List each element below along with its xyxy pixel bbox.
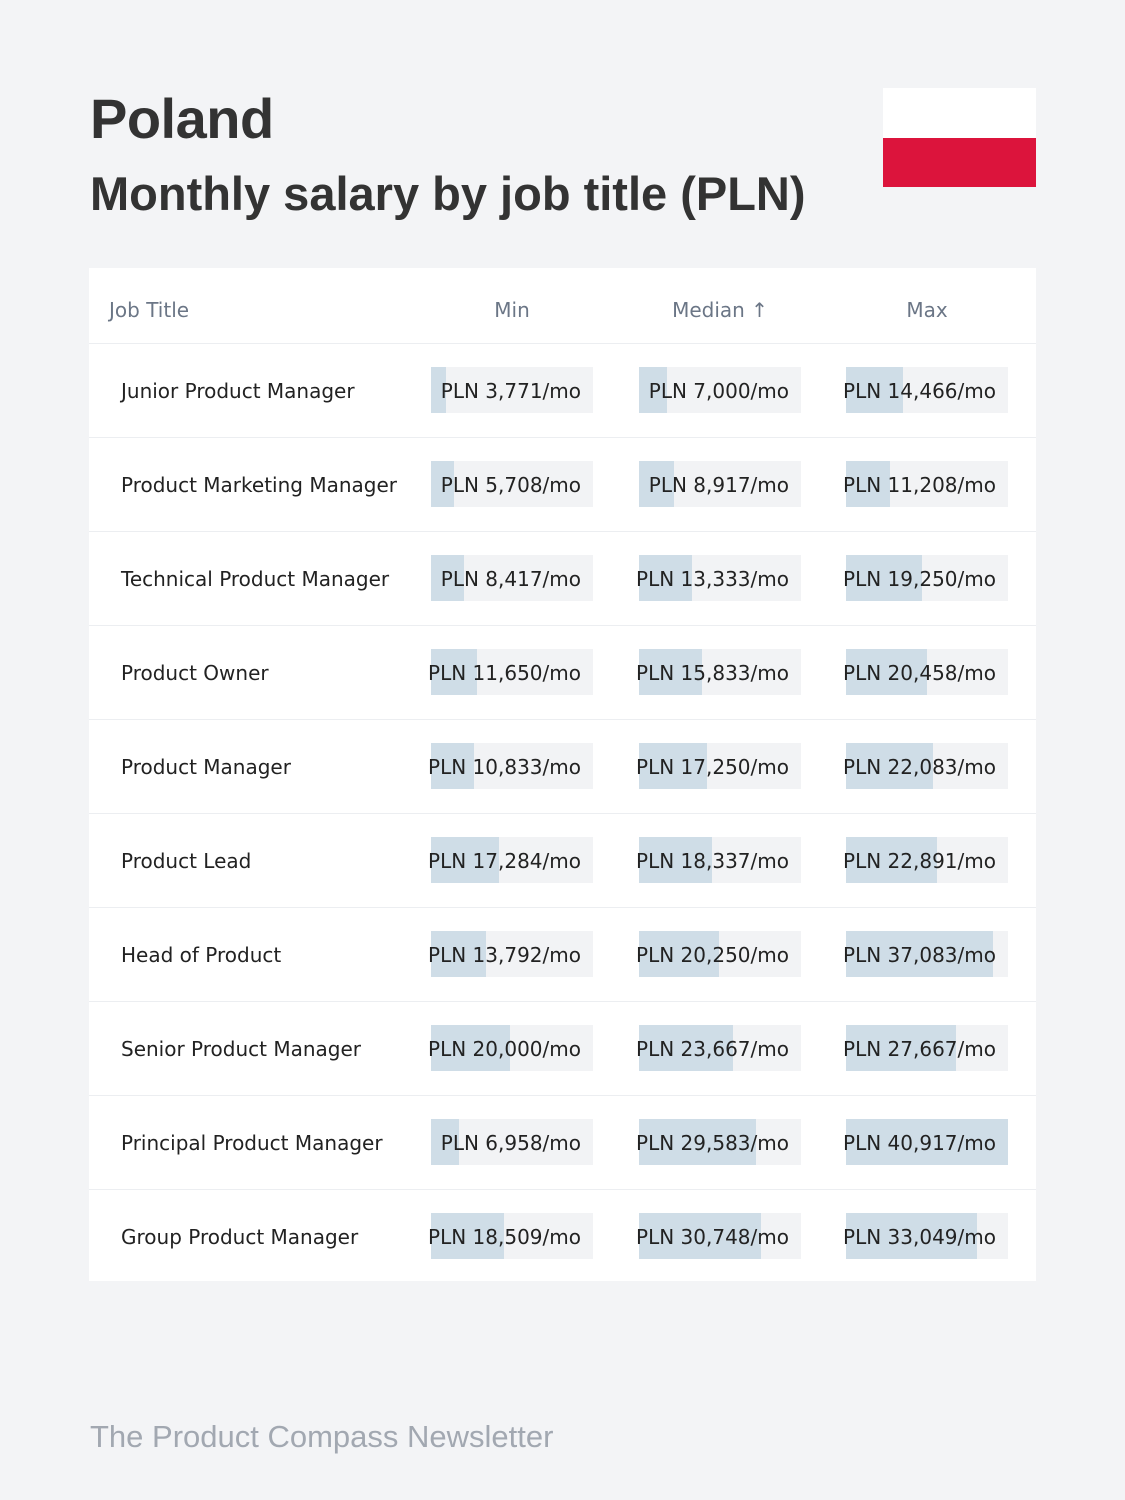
column-header-min[interactable]: Min [494,298,530,322]
min-value: PLN 10,833/mo [428,755,581,779]
max-value: PLN 11,208/mo [843,473,996,497]
table-body [89,344,1036,1283]
min-value: PLN 17,284/mo [428,849,581,873]
max-cell [843,1213,1008,1259]
min-value: PLN 18,509/mo [428,1225,581,1249]
max-cell [843,367,1008,413]
min-value: PLN 11,650/mo [428,661,581,685]
min-value: PLN 8,417/mo [440,567,581,591]
median-value: PLN 17,250/mo [636,755,789,779]
table-row [89,1190,1036,1283]
country-title: Poland [90,87,274,150]
max-value: PLN 22,083/mo [843,755,996,779]
median-cell [636,1025,801,1071]
median-cell [636,649,801,695]
max-value: PLN 14,466/mo [843,379,996,403]
table-row [89,626,1036,720]
table-row [89,532,1036,626]
median-value: PLN 29,583/mo [636,1131,789,1155]
job-title: Product Lead [121,849,252,873]
min-cell [428,837,593,883]
max-value: PLN 33,049/mo [843,1225,996,1249]
column-header-max[interactable]: Max [906,298,948,322]
min-value: PLN 3,771/mo [440,379,581,403]
max-cell [843,743,1008,789]
median-value: PLN 23,667/mo [636,1037,789,1061]
median-cell [636,837,801,883]
table-row [89,908,1036,1002]
job-title: Technical Product Manager [121,567,390,591]
table-row [89,814,1036,908]
table-row [89,720,1036,814]
flag-red-stripe [883,138,1036,188]
median-cell [636,931,801,977]
table-row [89,1002,1036,1096]
max-cell [843,649,1008,695]
job-title: Principal Product Manager [121,1131,383,1155]
table-header [89,268,1036,344]
min-value: PLN 20,000/mo [428,1037,581,1061]
min-value: PLN 5,708/mo [440,473,581,497]
min-cell [431,1119,593,1165]
median-value: PLN 30,748/mo [636,1225,789,1249]
min-cell [431,461,593,507]
table-row [89,438,1036,532]
median-cell [636,1119,801,1165]
job-title: Head of Product [121,943,282,967]
median-cell [639,461,801,507]
median-cell [636,743,801,789]
median-cell [636,1213,801,1259]
job-title: Product Marketing Manager [121,473,397,497]
max-cell [843,1025,1008,1071]
page-subtitle: Monthly salary by job title (PLN) [90,167,806,220]
min-cell [428,1025,593,1071]
column-header-median[interactable]: Median ↑ [672,298,768,322]
median-value: PLN 20,250/mo [636,943,789,967]
min-cell [431,367,593,413]
median-value: PLN 8,917/mo [648,473,789,497]
job-title: Product Owner [121,661,269,685]
median-value: PLN 13,333/mo [636,567,789,591]
max-cell [843,555,1008,601]
table-row [89,344,1036,438]
max-cell [843,461,1008,507]
job-title: Group Product Manager [121,1225,359,1249]
salary-table [89,268,1036,1281]
max-value: PLN 40,917/mo [843,1131,996,1155]
median-cell [639,367,801,413]
poland-flag-icon [883,88,1036,187]
min-cell [428,649,593,695]
column-header-job-title[interactable]: Job Title [109,298,190,322]
footer-credit: The Product Compass Newsletter [90,1419,554,1454]
min-value: PLN 13,792/mo [428,943,581,967]
max-cell [843,837,1008,883]
table-row [89,1096,1036,1190]
max-value: PLN 20,458/mo [843,661,996,685]
min-cell [428,931,593,977]
min-cell [428,743,593,789]
min-cell [428,1213,593,1259]
max-value: PLN 22,891/mo [843,849,996,873]
job-title: Junior Product Manager [121,379,355,403]
max-value: PLN 37,083/mo [843,943,996,967]
flag-white-stripe [883,88,1036,138]
min-cell [431,555,593,601]
min-value: PLN 6,958/mo [440,1131,581,1155]
median-value: PLN 18,337/mo [636,849,789,873]
max-cell [843,1119,1008,1165]
median-cell [636,555,801,601]
max-value: PLN 19,250/mo [843,567,996,591]
job-title: Product Manager [121,755,291,779]
max-value: PLN 27,667/mo [843,1037,996,1061]
median-value: PLN 7,000/mo [648,379,789,403]
median-value: PLN 15,833/mo [636,661,789,685]
job-title: Senior Product Manager [121,1037,362,1061]
max-cell [843,931,1008,977]
